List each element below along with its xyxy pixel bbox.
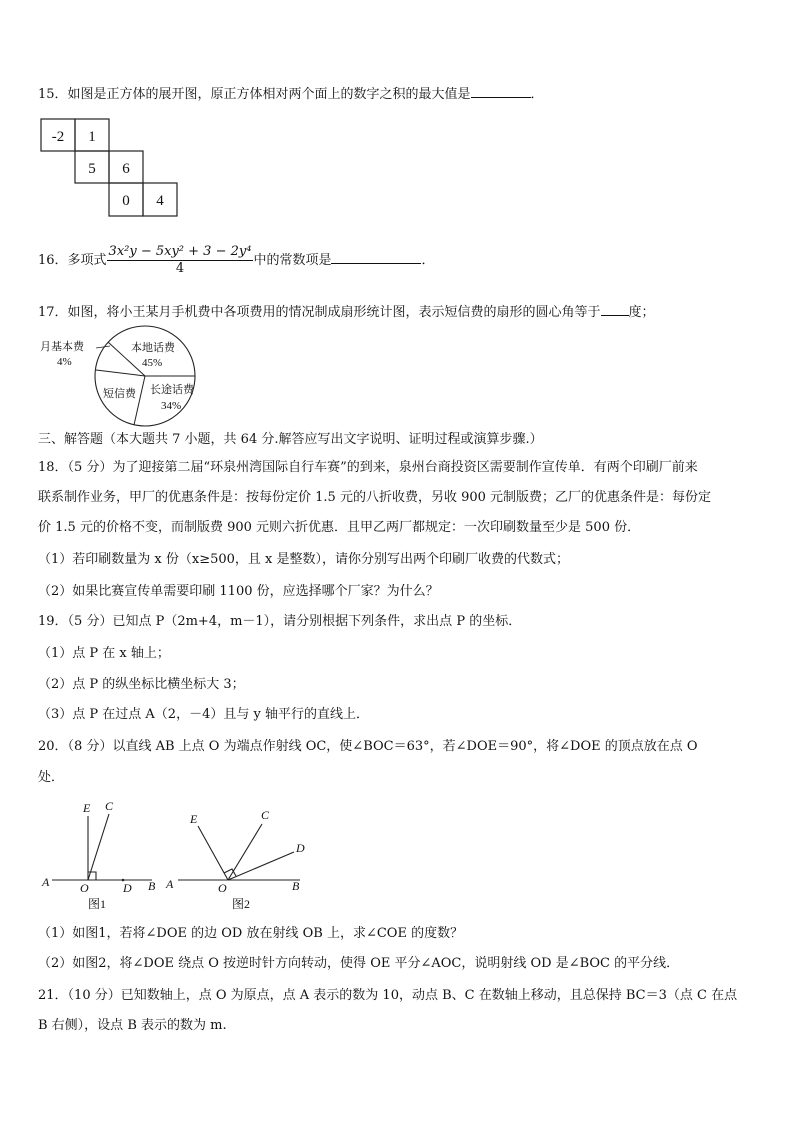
point-label: B [148,879,156,893]
q20-line: 处． [38,770,65,785]
net-cell: 1 [88,129,96,145]
pie-label: 本地话费 [131,342,175,354]
point-label: C [105,799,114,813]
point-label: O [80,881,89,895]
point-label: O [218,881,227,895]
q19-sub: （2）点 P 的纵坐标比横坐标大 3； [38,677,245,692]
point-label: A [166,877,174,891]
q19-sub: （3）点 P 在过点 A（2，－4）且与 y 轴平行的直线上． [38,707,369,722]
pie-label: 短信费 [103,388,136,400]
point-label: D [123,881,132,895]
q20-line: 20．（8 分）以直线 AB 上点 O 为端点作射线 OC，使∠BOC＝63°，若∠DOE＝90°，将∠DOE 的顶点放在点 O [38,739,698,754]
pie-label: 月基本费 [40,341,84,353]
pie-value: 34% [161,400,182,412]
q17-text: 17．如图，将小王某月手机费中各项费用的情况制成扇形统计图，表示短信费的扇形的圆心角等于 度； [38,302,655,321]
q21-line: B 右侧），设点 B 表示的数为 m. [38,1018,227,1033]
net-cell: 5 [88,161,96,177]
point-label: D [296,841,305,855]
q20-sub: （1）如图1，若将∠DOE 的边 OD 放在射线 OB 上，求∠COE 的度数？ [38,926,464,941]
point-label: B [292,879,300,893]
net-cell: 6 [122,161,130,177]
figure-caption: 图2 [232,897,251,911]
pie-value: 4% [57,356,72,368]
figure-caption: 图1 [88,897,107,911]
net-cell: -2 [51,129,65,145]
q20-sub: （2）如图2，将∠DOE 绕点 O 按逆时针方向转动，使得 OE 平分∠AOC，说明射线 OD 是∠BOC 的平分线． [38,956,680,971]
q18-sub: （1）若印刷数量为 x 份（x≥500，且 x 是整数），请你分别写出两个印刷厂收费的代数式； [38,552,570,567]
q18-line: 联系制作业务，甲厂的优惠条件是：按每份定价 1.5 元的八折收费，另收 900 元制版费；乙厂的优惠条件是：每份定 [38,490,712,505]
q18-line: 18．（5 分）为了迎接第二届“环泉州湾国际自行车赛”的到来，泉州台商投资区需要制作宣传单．有两个印刷厂前来 [38,460,698,475]
pie-label: 长途话费 [150,384,194,396]
q18-sub: （2）如果比赛宣传单需要印刷 1100 份，应选择哪个厂家？为什么？ [38,584,439,599]
q18-line: 价 1.5 元的价格不变，而制版费 900 元则六折优惠．且甲乙两厂都规定：一次印刷数量至少是 500 份． [38,520,641,535]
net-cell: 0 [122,193,130,209]
point-label: E [190,812,198,826]
pie-value: 45% [142,357,163,369]
q15-text: 15．如图是正方体的展开图，原正方体相对两个面上的数字之积的最大值是 ． [38,84,544,103]
q19-sub: （1）点 P 在 x 轴上； [38,646,170,661]
polynomial-fraction: $\frac{\text{3x²y − 5xy² + 3 − 2y⁴}}{4}$ [108,244,252,276]
net-cell: 4 [156,193,164,209]
point-label: C [261,808,270,822]
q16-text: 16．多项式 $\frac{\text{3x²y − 5xy² + 3 − 2y⁴}}{4}$ 中的常数项是 ． [38,244,435,276]
point-label: A [42,875,50,889]
section-heading: 三、解答题（本大题共 7 小题，共 64 分.解答应写出文字说明、证明过程或演算步骤.） [38,432,543,447]
q19-line: 19．（5 分）已知点 P（2m+4，m－1），请分别根据下列条件，求出点 P 的坐标． [38,614,522,629]
q21-line: 21．（10 分）已知数轴上，点 O 为原点，点 A 表示的数为 10，动点 B、C 在数轴上移动，且总保持 BC＝3（点 C 在点 [38,988,738,1003]
point-label: E [83,801,91,815]
